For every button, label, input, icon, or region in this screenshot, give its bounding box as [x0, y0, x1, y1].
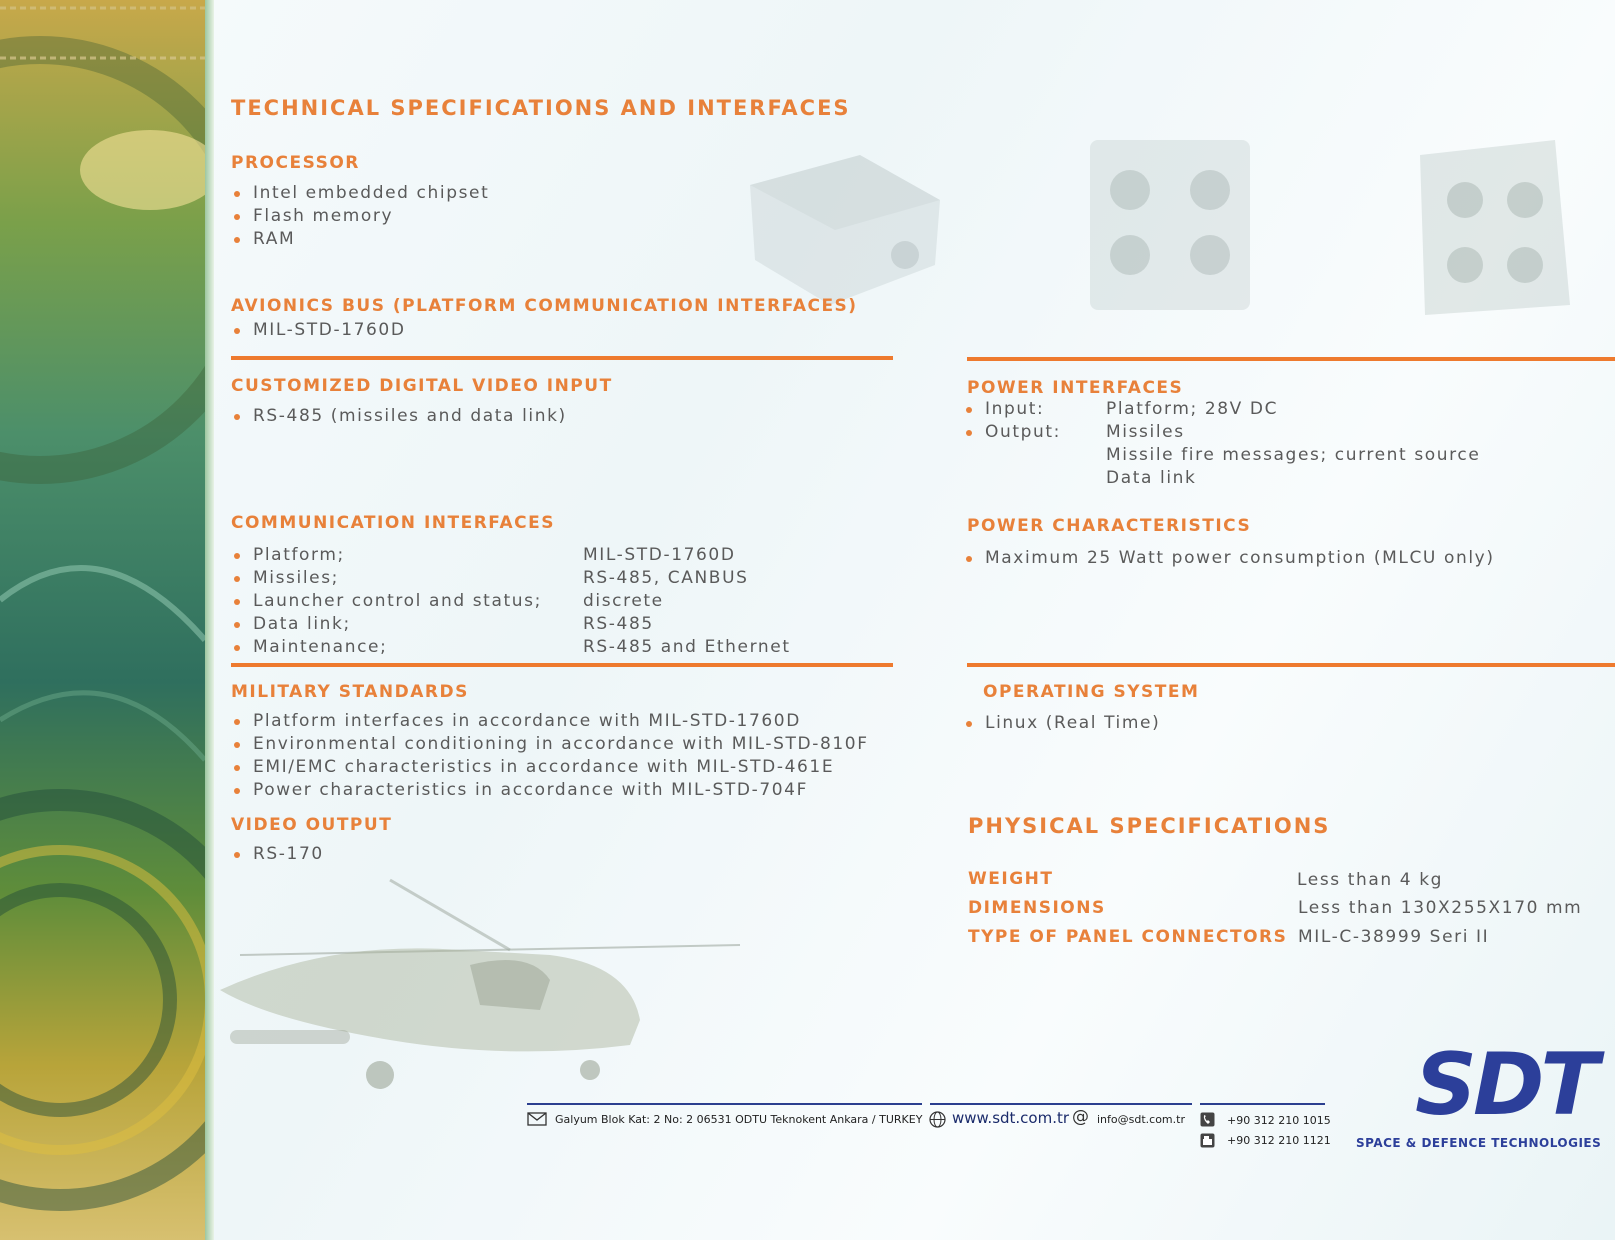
power-characteristics-list	[963, 547, 1495, 570]
bullet-icon	[234, 328, 240, 334]
page-title: TECHNICAL SPECIFICATIONS AND INTERFACES	[231, 96, 851, 120]
list-item: Platform interfaces in accordance with MIL-STD-1760D	[231, 710, 869, 733]
list-item: RS-170	[231, 843, 324, 866]
list-item: Intel embedded chipset	[231, 182, 489, 205]
website-link[interactable]: www.sdt.com.tr	[952, 1109, 1070, 1127]
list-item: Output:	[963, 421, 1061, 444]
footer-address: Galyum Blok Kat: 2 No: 2 06531 ODTU Teknokent Ankara / TURKEY	[555, 1113, 923, 1126]
footer-divider	[527, 1103, 922, 1105]
connectors-label: TYPE OF PANEL CONNECTORS	[968, 927, 1288, 947]
list-item: RS-485 and Ethernet	[583, 637, 791, 657]
bullet-icon	[234, 237, 240, 243]
communication-values	[583, 544, 791, 659]
dimensions-label: DIMENSIONS	[968, 898, 1106, 918]
bullet-icon	[234, 765, 240, 771]
military-heading: MILITARY STANDARDS	[231, 682, 469, 702]
bullet-icon	[966, 430, 972, 436]
list-item: Maximum 25 Watt power consumption (MLCU only)	[963, 547, 1495, 570]
product-unit-image	[740, 145, 950, 315]
bullet-icon	[234, 742, 240, 748]
list-item: RS-485	[583, 614, 654, 634]
video-output-heading: VIDEO OUTPUT	[231, 815, 393, 835]
list-item: Launcher control and status;	[231, 590, 542, 613]
list-item: Platform; 28V DC	[1106, 399, 1279, 419]
os-list	[963, 712, 1160, 735]
fax-icon	[1200, 1133, 1215, 1148]
communication-heading: COMMUNICATION INTERFACES	[231, 513, 555, 533]
list-item: MIL-STD-1760D	[231, 319, 406, 342]
power-interfaces-heading: POWER INTERFACES	[967, 378, 1184, 398]
dimensions-value: Less than 130X255X170 mm	[1298, 898, 1583, 918]
military-list	[231, 710, 869, 802]
power-characteristics-heading: POWER CHARACTERISTICS	[967, 516, 1252, 536]
os-heading: OPERATING SYSTEM	[983, 682, 1200, 702]
video-input-heading: CUSTOMIZED DIGITAL VIDEO INPUT	[231, 376, 613, 396]
weight-value: Less than 4 kg	[1297, 870, 1444, 890]
avionics-heading: AVIONICS BUS (PLATFORM COMMUNICATION INTERFACES)	[231, 296, 858, 316]
processor-heading: PROCESSOR	[231, 153, 360, 173]
communication-labels	[231, 544, 542, 659]
list-item: Data link;	[231, 613, 542, 636]
list-item: Platform;	[231, 544, 542, 567]
bullet-icon	[234, 599, 240, 605]
physical-heading: PHYSICAL SPECIFICATIONS	[968, 814, 1331, 838]
bullet-icon	[234, 214, 240, 220]
bullet-icon	[234, 719, 240, 725]
list-item: Environmental conditioning in accordance with MIL-STD-810F	[231, 733, 869, 756]
footer-divider	[1200, 1103, 1325, 1105]
list-item: Input:	[963, 398, 1061, 421]
bullet-icon	[234, 645, 240, 651]
at-icon: @	[1072, 1107, 1089, 1127]
processor-list	[231, 182, 489, 251]
list-item: Maintenance;	[231, 636, 542, 659]
list-item: Data link	[1106, 468, 1197, 488]
company-logo: SDT	[1415, 1035, 1595, 1135]
video-output-list	[231, 843, 324, 866]
list-item: RS-485, CANBUS	[583, 568, 749, 588]
section-divider	[231, 663, 893, 667]
globe-icon	[929, 1111, 946, 1128]
company-tagline: SPACE & DEFENCE TECHNOLOGIES	[1356, 1136, 1602, 1150]
list-item: Power characteristics in accordance with MIL-STD-704F	[231, 779, 869, 802]
bullet-icon	[234, 852, 240, 858]
list-item: Missiles;	[231, 567, 542, 590]
power-interfaces-values	[1106, 398, 1480, 490]
power-interfaces-labels	[963, 398, 1061, 444]
phone-icon	[1200, 1112, 1215, 1127]
section-divider	[967, 663, 1615, 667]
connector-unit-image	[1405, 130, 1580, 320]
video-input-list	[231, 405, 567, 428]
connector-panel-image	[1085, 135, 1255, 315]
bullet-icon	[966, 721, 972, 727]
phone-number: +90 312 210 1015	[1227, 1114, 1331, 1127]
list-item: Missiles	[1106, 422, 1185, 442]
section-divider	[231, 356, 893, 360]
list-item: EMI/EMC characteristics in accordance with MIL-STD-461E	[231, 756, 869, 779]
bullet-icon	[234, 788, 240, 794]
bullet-icon	[234, 622, 240, 628]
bullet-icon	[234, 576, 240, 582]
envelope-icon	[527, 1112, 547, 1126]
list-item: MIL-STD-1760D	[583, 545, 736, 565]
bullet-icon	[234, 553, 240, 559]
list-item: discrete	[583, 591, 664, 611]
list-item: Linux (Real Time)	[963, 712, 1160, 735]
bullet-icon	[234, 414, 240, 420]
abstract-background-art	[0, 0, 205, 1240]
avionics-list	[231, 319, 406, 342]
footer-divider	[930, 1103, 1192, 1105]
bullet-icon	[234, 191, 240, 197]
bullet-icon	[966, 407, 972, 413]
email-link[interactable]: info@sdt.com.tr	[1097, 1113, 1185, 1126]
list-item: RAM	[231, 228, 489, 251]
bullet-icon	[966, 556, 972, 562]
section-divider	[967, 357, 1615, 361]
helicopter-image	[210, 870, 770, 1100]
list-item: RS-485 (missiles and data link)	[231, 405, 567, 428]
list-item: Missile fire messages; current source	[1106, 445, 1481, 465]
decorative-side-strip	[0, 0, 205, 1240]
fax-number: +90 312 210 1121	[1227, 1134, 1331, 1147]
list-item: Flash memory	[231, 205, 489, 228]
weight-label: WEIGHT	[968, 869, 1054, 889]
connectors-value: MIL-C-38999 Seri II	[1298, 927, 1490, 947]
